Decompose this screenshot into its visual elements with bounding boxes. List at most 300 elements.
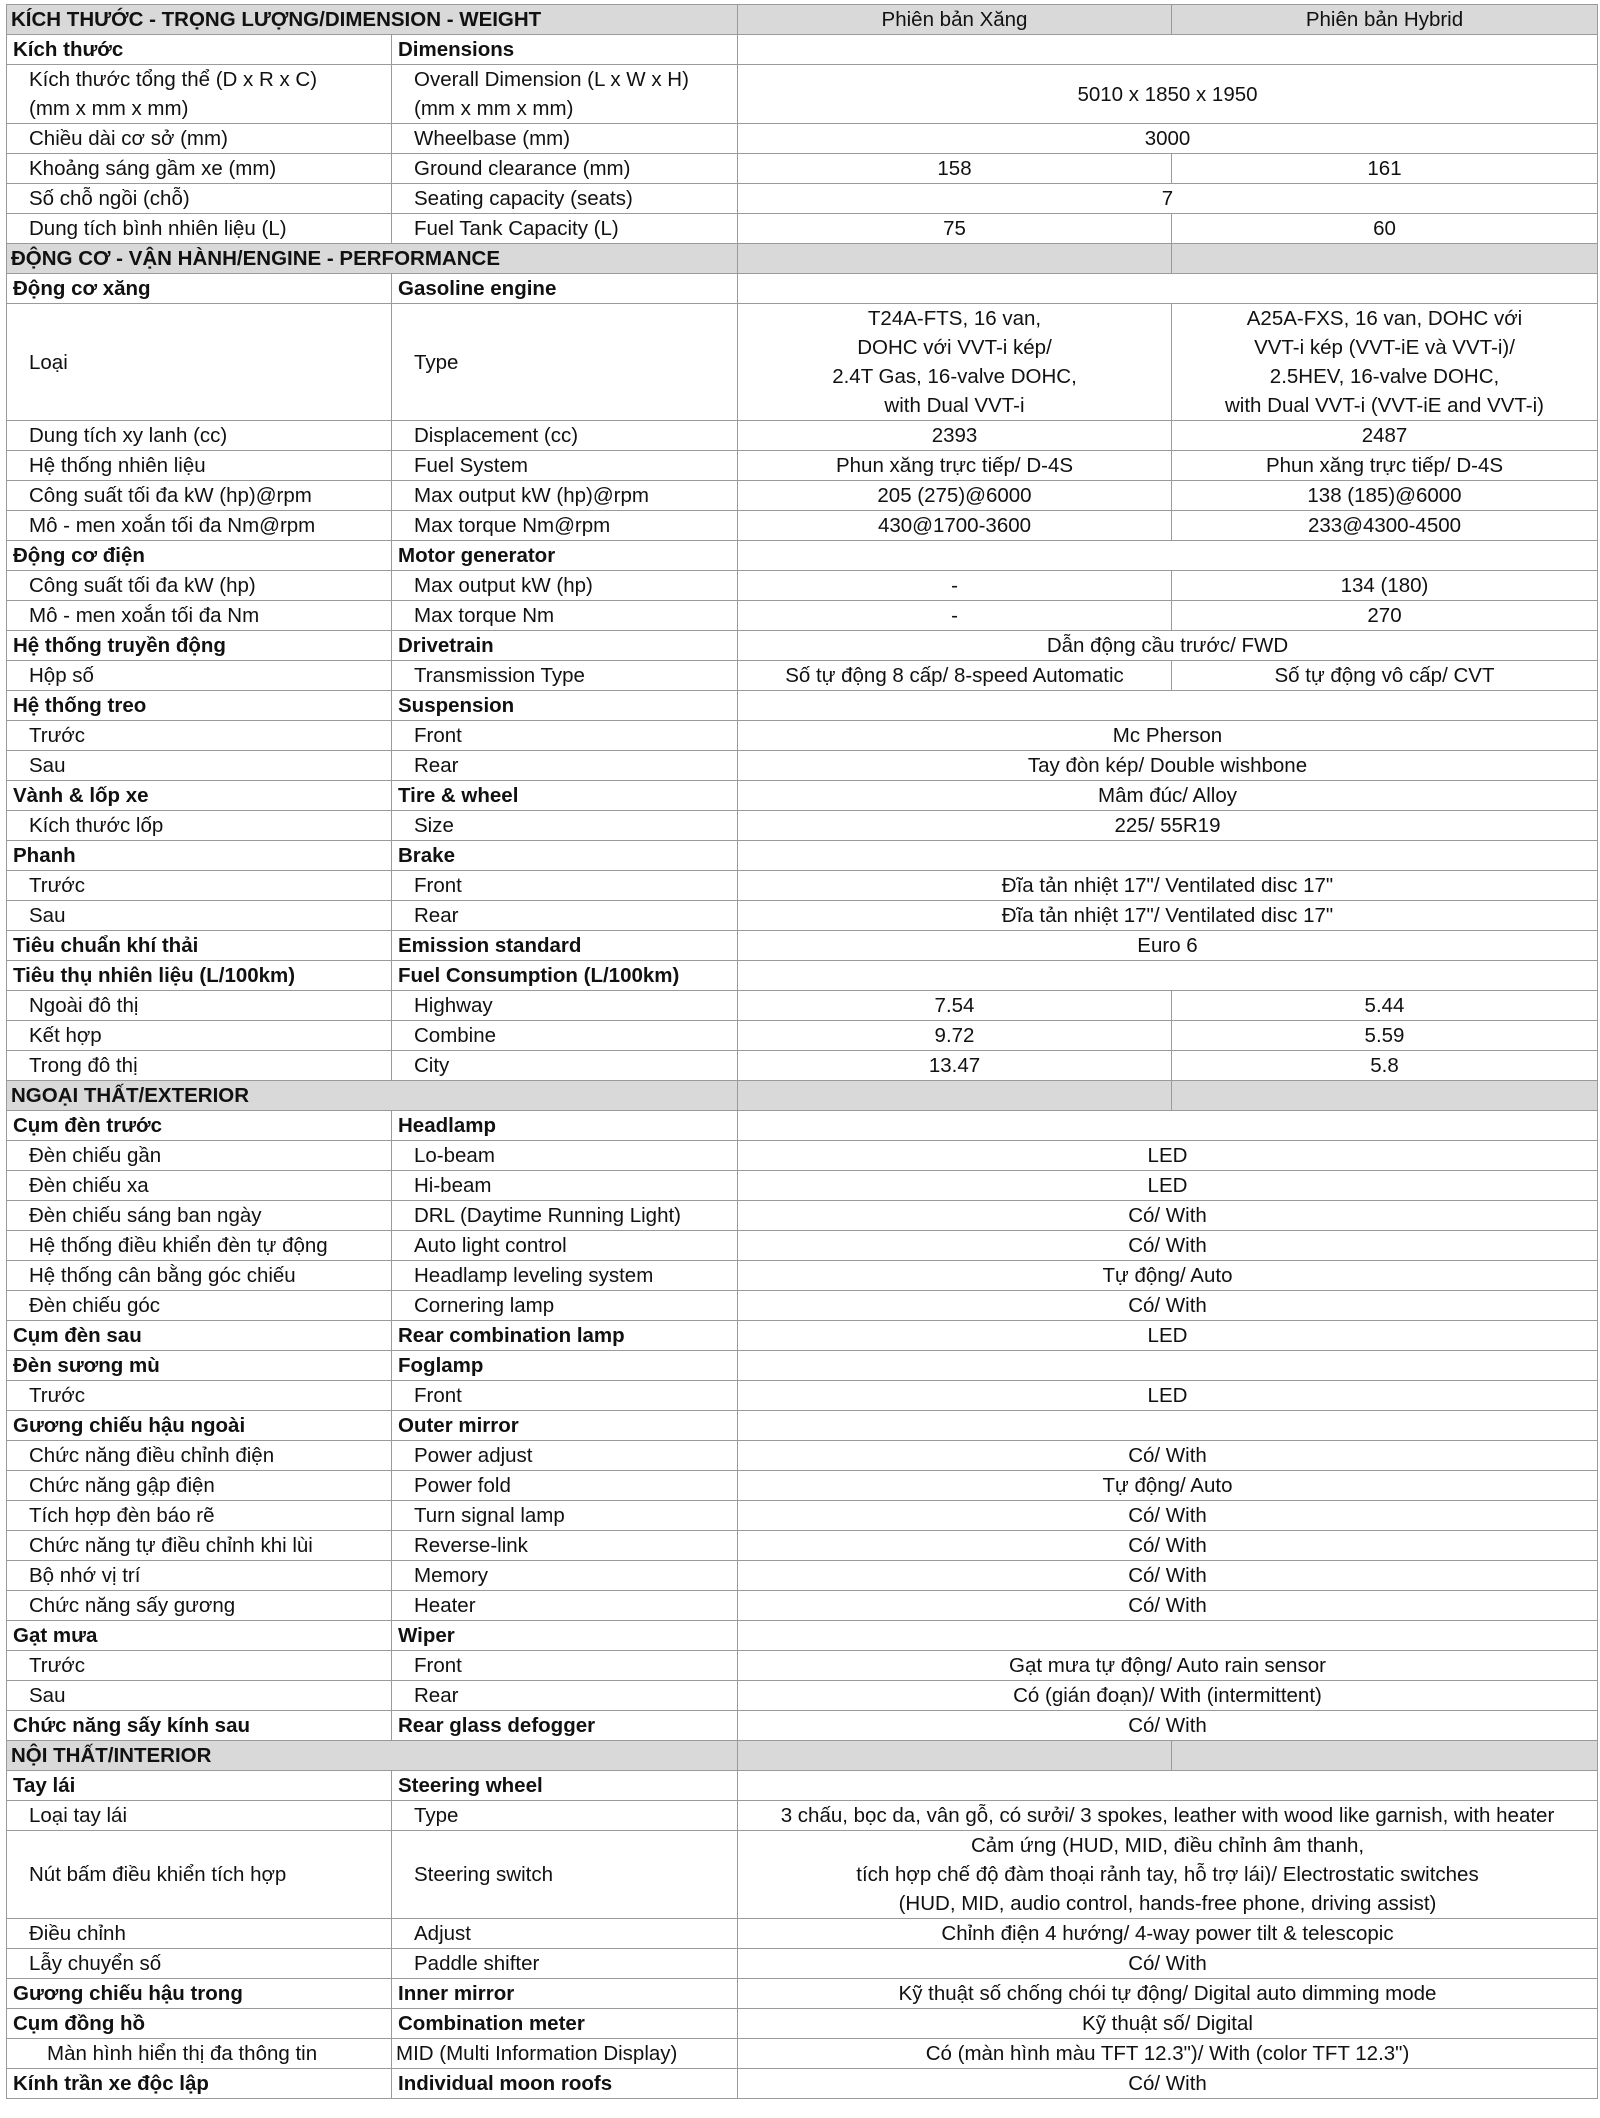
spec-value-both-text: LED [1147,1174,1188,1197]
spec-value-both-text: Có/ With [1128,2072,1207,2095]
spec-label-en-text: Emission standard [398,934,582,957]
spec-label-vi [7,1501,392,1531]
spec-label-en-text: DRL (Daytime Running Light) [414,1204,681,1227]
spec-value-gas-text: 13.47 [928,1054,981,1077]
spec-row [7,1591,1598,1621]
spec-label-en-text: Max output kW (hp) [414,574,593,597]
spec-label-en [392,1051,738,1081]
spec-value-gas [738,421,1172,451]
spec-label-vi-text: Dung tích bình nhiên liệu (L) [29,217,287,240]
spec-label-en [392,1381,738,1411]
spec-value-gas [738,304,1172,421]
spec-label-vi-text: Màn hình hiển thị đa thông tin [47,2042,318,2065]
group-row [7,1351,1598,1381]
spec-row [7,871,1598,901]
spec-value-gas-text: Số tự động 8 cấp/ 8-speed Automatic [785,664,1124,687]
spec-label-en [392,1201,738,1231]
spec-label-vi-text: Đèn sương mù [13,1354,160,1377]
spec-label-en-text: Motor generator [398,544,556,567]
spec-row [7,1651,1598,1681]
spec-value-gas [738,601,1172,631]
spec-row [7,1681,1598,1711]
spec-label-en [392,1621,738,1651]
spec-label-vi [7,481,392,511]
spec-value-both [738,2069,1598,2099]
spec-value-both-text: 3000 [1144,127,1191,150]
spec-value-both-text: Euro 6 [1137,934,1198,957]
spec-label-vi [7,1261,392,1291]
group-row [7,1621,1598,1651]
spec-value-hybrid [1172,601,1598,631]
spec-label-vi [7,1201,392,1231]
spec-label-vi [7,721,392,751]
spec-label-vi [7,1381,392,1411]
spec-value-empty [738,35,1598,65]
spec-value-hybrid [1172,304,1598,421]
spec-row [7,1021,1598,1051]
spec-value-gas-text: 158 [937,157,972,180]
spec-row [7,184,1598,214]
spec-value-hybrid [1172,571,1598,601]
spec-label-en-text: Adjust [414,1922,471,1945]
spec-value-empty [738,274,1598,304]
spec-label-en-text: Paddle shifter [414,1952,540,1975]
spec-value-both [738,721,1598,751]
spec-value-hybrid-text: 5.8 [1370,1054,1399,1077]
spec-label-vi [7,1531,392,1561]
spec-value-empty [738,961,1598,991]
spec-label-vi [7,2039,392,2069]
spec-label-vi-text: Trước [29,1654,86,1677]
group-row [7,541,1598,571]
spec-label-en [392,1501,738,1531]
spec-label-en [392,1411,738,1441]
section-row [7,244,1598,274]
spec-label-en-text: Heater [414,1594,476,1617]
spec-label-en [392,274,738,304]
spec-label-en-text: Seating capacity (seats) [414,187,633,210]
section-hybrid-cell [1172,1741,1598,1771]
spec-label-vi-text: Kính trần xe độc lập [13,2072,209,2095]
spec-label-en-text: Suspension [398,694,515,717]
spec-label-en [392,841,738,871]
spec-row [7,721,1598,751]
spec-label-en-text: Overall Dimension (L x W x H) (mm x mm x mm) [414,68,689,120]
spec-value-hybrid-text: 134 (180) [1340,574,1429,597]
spec-value-both-text: 7 [1161,187,1174,210]
spec-label-en [392,2069,738,2099]
spec-value-both-text: Có/ With [1128,1444,1207,1467]
group-row [7,2009,1598,2039]
spec-label-vi [7,571,392,601]
spec-label-en-text: Max torque Nm@rpm [414,514,611,537]
spec-label-vi-text: Gạt mưa [13,1624,98,1647]
spec-label-en [392,691,738,721]
spec-label-en [392,214,738,244]
spec-label-vi [7,1411,392,1441]
spec-label-vi-text: Đèn chiếu sáng ban ngày [29,1204,262,1227]
spec-value-both-text: Có/ With [1128,1714,1207,1737]
spec-value-both [738,931,1598,961]
spec-label-en-text: Highway [414,994,493,1017]
spec-value-both [738,1231,1598,1261]
spec-label-vi-text: Sau [29,754,66,777]
spec-row [7,1801,1598,1831]
spec-value-both [738,1711,1598,1741]
spec-label-vi [7,2069,392,2099]
spec-value-both [738,1141,1598,1171]
spec-value-hybrid-text: 2487 [1361,424,1408,447]
spec-label-en-text: Headlamp [398,1114,496,1137]
spec-value-both [738,124,1598,154]
spec-value-both [738,1381,1598,1411]
spec-row [7,124,1598,154]
spec-label-vi [7,274,392,304]
spec-label-vi-text: Kích thước tổng thể (D x R x C) (mm x mm x mm) [29,68,318,120]
spec-label-vi [7,631,392,661]
spec-label-vi [7,1801,392,1831]
spec-label-vi-text: Gương chiếu hậu trong [13,1982,243,2005]
spec-label-en [392,511,738,541]
spec-value-gas [738,154,1172,184]
spec-value-hybrid [1172,481,1598,511]
spec-value-gas [738,1051,1172,1081]
spec-row [7,571,1598,601]
spec-value-both [738,1261,1598,1291]
spec-value-both-text: Cảm ứng (HUD, MID, điều chỉnh âm thanh, tích hợp chế độ đàm thoại rảnh tay, hỗ trợ lái)/ Electrostatic switches (HUD, MID, audio control, hands-free phone, driving assist) [856,1834,1479,1915]
spec-row [7,991,1598,1021]
spec-value-both-text: LED [1147,1384,1188,1407]
spec-label-vi-text: Phanh [13,844,76,867]
spec-label-en-text: Fuel Consumption (L/100km) [398,964,680,987]
spec-value-empty [738,541,1598,571]
spec-label-en [392,1531,738,1561]
spec-value-both-text: Có/ With [1128,1234,1207,1257]
spec-table-body [7,5,1598,2099]
group-row [7,274,1598,304]
spec-value-both-text: Có/ With [1128,1534,1207,1557]
spec-row [7,1291,1598,1321]
spec-label-vi [7,184,392,214]
spec-label-en-text: Cornering lamp [414,1294,555,1317]
spec-row [7,451,1598,481]
spec-value-gas-text: - [951,604,958,627]
spec-value-both [738,1949,1598,1979]
spec-label-en-text: MID (Multi Information Display) [396,2042,678,2065]
spec-label-vi-text: Cụm đèn trước [13,1114,163,1137]
spec-value-both-text: Kỹ thuật số/ Digital [1082,2012,1253,2035]
spec-value-both [738,1979,1598,2009]
spec-label-vi-text: Công suất tối đa kW (hp) [29,574,256,597]
spec-label-en-text: Front [414,1654,462,1677]
spec-label-vi-text: Vành & lốp xe [13,784,149,807]
spec-value-both [738,781,1598,811]
section-title [7,244,738,274]
spec-label-vi [7,124,392,154]
spec-label-en-text: Rear [414,904,459,927]
spec-value-both [738,184,1598,214]
spec-row [7,661,1598,691]
spec-label-en-text: Transmission Type [414,664,585,687]
spec-label-vi-text: Chức năng tự điều chỉnh khi lùi [29,1534,313,1557]
spec-label-vi [7,1351,392,1381]
spec-row [7,901,1598,931]
spec-label-vi [7,1111,392,1141]
spec-value-hybrid [1172,1021,1598,1051]
spec-label-en-text: Size [414,814,454,837]
spec-label-vi [7,691,392,721]
spec-label-vi-text: Chức năng gập điện [29,1474,215,1497]
spec-value-empty [738,1351,1598,1381]
spec-label-en [392,751,738,781]
spec-row [7,1141,1598,1171]
spec-label-en [392,931,738,961]
spec-label-vi [7,991,392,1021]
spec-value-both-text: LED [1147,1144,1188,1167]
spec-label-en-text: Power adjust [414,1444,533,1467]
spec-label-vi [7,1711,392,1741]
spec-label-en [392,1321,738,1351]
spec-value-hybrid [1172,451,1598,481]
spec-label-vi [7,1681,392,1711]
spec-label-en [392,1919,738,1949]
spec-label-vi-text: Công suất tối đa kW (hp)@rpm [29,484,312,507]
spec-value-hybrid-text: 161 [1367,157,1402,180]
spec-label-vi [7,901,392,931]
spec-value-both-text: Có/ With [1128,1204,1207,1227]
spec-label-en [392,1141,738,1171]
spec-value-both-text: Có/ With [1128,1504,1207,1527]
spec-value-both-text: Mâm đúc/ Alloy [1098,784,1237,807]
group-row [7,1711,1598,1741]
spec-label-vi-text: Nút bấm điều khiển tích hợp [29,1863,287,1886]
group-row [7,1111,1598,1141]
spec-value-both [738,901,1598,931]
spec-value-both [738,2039,1598,2069]
spec-label-en-text: Outer mirror [398,1414,519,1437]
spec-label-vi-text: Lẫy chuyển số [29,1952,162,1975]
spec-value-gas-text: 2393 [931,424,978,447]
spec-label-en-text: Individual moon roofs [398,2072,613,2095]
spec-label-en [392,184,738,214]
spec-label-vi-text: Hệ thống điều khiển đèn tự động [29,1234,328,1257]
spec-label-en-text: Turn signal lamp [414,1504,565,1527]
spec-value-both-text: Có/ With [1128,1564,1207,1587]
spec-label-vi [7,1919,392,1949]
spec-label-vi [7,541,392,571]
spec-value-both [738,2009,1598,2039]
section-title [7,1741,738,1771]
spec-value-both-text: 5010 x 1850 x 1950 [1077,82,1258,106]
spec-row [7,1501,1598,1531]
spec-label-vi-text: Tiêu chuẩn khí thải [13,934,199,957]
spec-label-en-text: Gasoline engine [398,277,557,300]
hybrid-version-header: Phiên bản Hybrid [1172,5,1598,35]
spec-label-en-text: Wheelbase (mm) [414,127,571,150]
spec-label-vi [7,961,392,991]
section-gas-cell [738,244,1172,274]
spec-label-vi-text: Đèn chiếu góc [29,1294,161,1317]
spec-label-en [392,1171,738,1201]
group-row [7,691,1598,721]
group-row [7,631,1598,661]
spec-value-gas [738,511,1172,541]
spec-label-en [392,1441,738,1471]
group-row [7,1321,1598,1351]
section-title-text: NGOẠI THẤT/EXTERIOR [11,1084,250,1107]
spec-label-en-text: Combine [414,1024,497,1047]
spec-label-en-text: Drivetrain [398,634,494,657]
spec-label-en [392,541,738,571]
spec-label-vi [7,811,392,841]
spec-value-hybrid-text: 60 [1373,217,1396,240]
spec-label-vi-text: Số chỗ ngồi (chỗ) [29,187,190,210]
spec-label-vi-text: Loại tay lái [29,1804,128,1827]
spec-row [7,1051,1598,1081]
spec-value-both-text: Có/ With [1128,1952,1207,1975]
spec-value-both [738,1171,1598,1201]
spec-value-both-text: Đĩa tản nhiệt 17"/ Ventilated disc 17" [1001,904,1334,927]
section-title-text: ĐỘNG CƠ - VẬN HÀNH/ENGINE - PERFORMANCE [11,247,500,270]
spec-row [7,1831,1598,1919]
section-gas-cell [738,1741,1172,1771]
spec-label-vi [7,871,392,901]
spec-label-en-text: Front [414,874,462,897]
spec-label-vi-text: Loại [29,350,68,374]
spec-label-vi-text: Tích hợp đèn báo rẽ [29,1504,215,1527]
spec-value-both-text: 225/ 55R19 [1114,814,1221,837]
spec-value-both-text: Tay đòn kép/ Double wishbone [1027,754,1308,777]
spec-value-empty [738,841,1598,871]
spec-label-vi-text: Kết hợp [29,1024,102,1047]
spec-label-vi [7,214,392,244]
spec-label-en-text: Lo-beam [414,1144,495,1167]
spec-row [7,511,1598,541]
section-title [7,1081,738,1111]
spec-label-en [392,1681,738,1711]
spec-row [7,1949,1598,1979]
spec-value-both [738,1501,1598,1531]
spec-label-vi [7,1171,392,1201]
spec-label-en [392,961,738,991]
spec-value-both [738,1531,1598,1561]
spec-label-en [392,2009,738,2039]
spec-label-en-text: Dimensions [398,38,515,61]
spec-label-vi-text: Tay lái [13,1774,76,1797]
section-row [7,1741,1598,1771]
spec-label-en [392,721,738,751]
spec-label-vi [7,1051,392,1081]
spec-value-gas-text: Phun xăng trực tiếp/ D-4S [835,454,1074,477]
group-row [7,781,1598,811]
section-title-text: NỘI THẤT/INTERIOR [11,1744,212,1767]
spec-label-en [392,871,738,901]
spec-label-en [392,781,738,811]
spec-label-en-text: Hi-beam [414,1174,492,1197]
spec-value-both-text: LED [1147,1324,1188,1347]
spec-label-en [392,811,738,841]
spec-value-both [738,1471,1598,1501]
spec-value-hybrid-text: Số tự động vô cấp/ CVT [1274,664,1495,687]
group-row [7,1771,1598,1801]
spec-label-en-text: Max output kW (hp)@rpm [414,484,649,507]
spec-label-en-text: Auto light control [414,1234,567,1257]
spec-row [7,811,1598,841]
spec-label-en-text: Wiper [398,1624,455,1647]
spec-value-gas [738,991,1172,1021]
spec-label-vi [7,1979,392,2009]
spec-value-both-text: Có (gián đoạn)/ With (intermittent) [1013,1684,1322,1707]
spec-label-en [392,1471,738,1501]
spec-value-hybrid [1172,661,1598,691]
spec-value-both-text: Có/ With [1128,1594,1207,1617]
group-row [7,841,1598,871]
spec-label-vi [7,1771,392,1801]
spec-row [7,481,1598,511]
spec-value-both-text: Kỹ thuật số chống chói tự động/ Digital auto dimming mode [898,1982,1437,2005]
spec-value-both [738,631,1598,661]
spec-label-vi-text: Dung tích xy lanh (cc) [29,424,228,447]
spec-value-empty [738,1621,1598,1651]
spec-value-gas-text: 7.54 [934,994,975,1017]
spec-value-gas-text: T24A-FTS, 16 van, DOHC với VVT-i kép/ 2.4T Gas, 16-valve DOHC, with Dual VVT-i [832,307,1077,417]
spec-value-both [738,1561,1598,1591]
spec-value-empty [738,691,1598,721]
spec-label-vi-text: Chức năng sấy gương [29,1594,236,1617]
spec-row [7,1471,1598,1501]
spec-value-both-text: Gạt mưa tự động/ Auto rain sensor [1009,1654,1326,1677]
spec-table [6,4,1598,2099]
spec-value-gas [738,1021,1172,1051]
spec-label-vi [7,841,392,871]
spec-value-hybrid-text: 138 (185)@6000 [1307,484,1462,507]
spec-value-both [738,1831,1598,1919]
spec-label-vi-text: Cụm đồng hồ [13,2012,146,2035]
spec-label-en-text: Max torque Nm [414,604,555,627]
spec-value-hybrid [1172,1051,1598,1081]
spec-value-both [738,1651,1598,1681]
spec-value-hybrid [1172,991,1598,1021]
spec-label-en [392,1261,738,1291]
spec-row [7,1171,1598,1201]
spec-label-en [392,1231,738,1261]
spec-value-hybrid-text: Phun xăng trực tiếp/ D-4S [1265,454,1504,477]
spec-value-gas [738,451,1172,481]
spec-label-vi [7,1231,392,1261]
spec-label-vi-text: Kích thước [13,38,124,61]
spec-label-vi [7,451,392,481]
spec-label-vi-text: Sau [29,1684,66,1707]
spec-label-en-text: Front [414,724,462,747]
spec-label-en-text: Headlamp leveling system [414,1264,654,1287]
spec-label-vi-text: Trước [29,724,86,747]
spec-label-en [392,991,738,1021]
spec-label-vi-text: Đèn chiếu xa [29,1174,149,1197]
spec-row [7,1381,1598,1411]
spec-label-vi-text: Ngoài đô thị [29,994,139,1017]
spec-label-en-text: Rear combination lamp [398,1324,625,1347]
spec-label-en [392,1591,738,1621]
spec-label-vi [7,35,392,65]
spec-label-en [392,631,738,661]
spec-row [7,154,1598,184]
spec-row [7,1201,1598,1231]
spec-label-en [392,304,738,421]
spec-label-en [392,1801,738,1831]
spec-label-vi [7,601,392,631]
spec-value-empty [738,1411,1598,1441]
spec-label-en-text: City [414,1054,450,1077]
